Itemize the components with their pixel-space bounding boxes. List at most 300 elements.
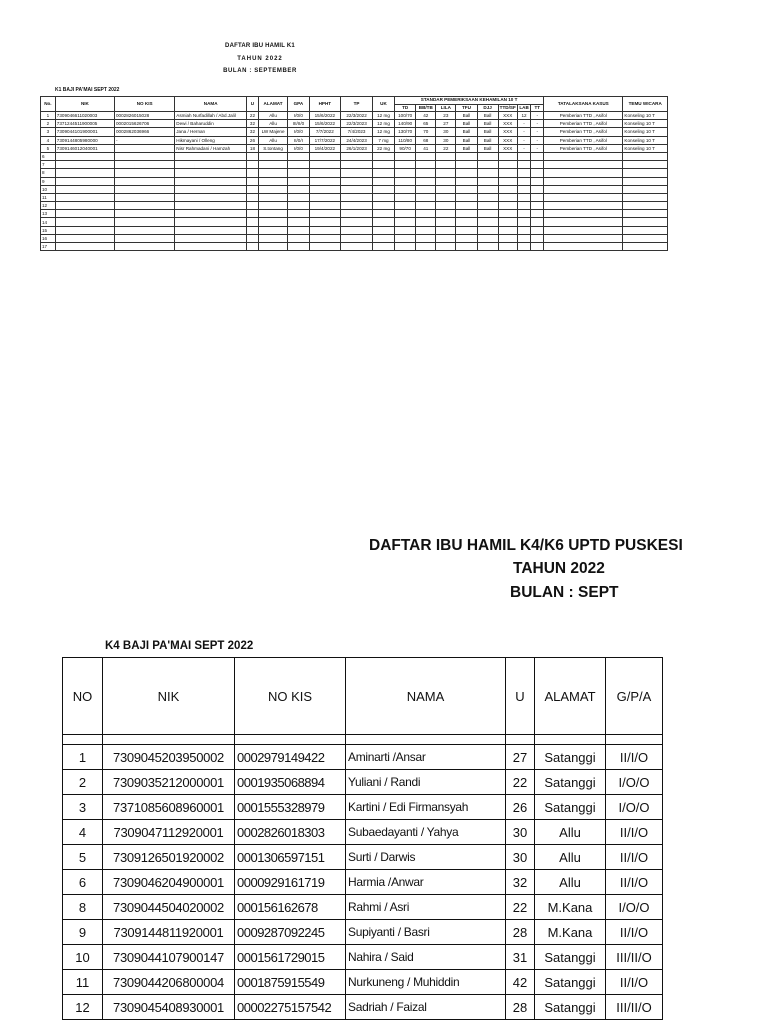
k1-cell-empty [258, 185, 288, 193]
k1-cell-empty [531, 193, 544, 201]
k1-cell-uk: 22 mg [372, 144, 394, 152]
k1-cell-empty [477, 243, 498, 251]
k1-cell-uk: 12 mg [372, 120, 394, 128]
k1-cell-empty [456, 177, 477, 185]
k1-cell-empty [175, 218, 247, 226]
k1-cell-empty [55, 161, 114, 169]
k1-cell-empty [372, 193, 394, 201]
k1-cell-empty [436, 243, 456, 251]
k1-cell-temu: Konseling 10 T [623, 112, 668, 120]
k1-cell-empty [288, 193, 309, 201]
k1-cell-empty [247, 226, 259, 234]
k1-year: TAHUN 2022 [237, 56, 283, 62]
k1-cell-empty [623, 243, 668, 251]
k1-cell-u: 18 [247, 144, 259, 152]
k1-cell-empty [309, 169, 341, 177]
k1-cell-tfu: Ball [456, 120, 477, 128]
k4-cell-nik: 7309047112920001 [103, 820, 235, 845]
k1-cell-dji: Ball [477, 112, 498, 120]
k1-cell-empty [175, 234, 247, 242]
k1-cell-no: 17 [41, 243, 56, 251]
k4-cell-nik: 7309044206800004 [103, 970, 235, 995]
k4-cell-empty [63, 735, 103, 745]
k1-cell-no: 1 [41, 112, 56, 120]
k1-cell-empty [258, 234, 288, 242]
k1-table-row [41, 185, 668, 193]
k1-cell-empty [258, 226, 288, 234]
k1-cell-empty [416, 177, 436, 185]
k4-table-row [63, 845, 663, 870]
k1-header-tatalaksana: TATALAKSANA KASUS [544, 97, 623, 112]
k4-table-row [63, 870, 663, 895]
k4-cell-nama: Harmia /Anwar [346, 870, 506, 895]
k1-cell-empty [416, 161, 436, 169]
k1-cell-empty [623, 177, 668, 185]
k1-table-row [41, 202, 668, 210]
k4-cell-empty [103, 735, 235, 745]
k1-cell-ttd: XXX [498, 144, 517, 152]
k4-cell-u: 42 [506, 970, 535, 995]
k1-cell-empty [477, 177, 498, 185]
k1-header-hpht: HPHT [309, 97, 341, 112]
k1-cell-empty [477, 169, 498, 177]
k4-cell-alamat: Satanggi [535, 745, 606, 770]
k1-cell-nama: Dewi / Baharuddin [175, 120, 247, 128]
k1-cell-empty [247, 193, 259, 201]
k1-cell-empty [115, 226, 175, 234]
k4-cell-kis: 0000929161719 [235, 870, 346, 895]
k4-cell-kis: 0009287092245 [235, 920, 346, 945]
k1-cell-empty [544, 193, 623, 201]
k1-header-lila: LILA [436, 104, 456, 112]
k4-cell-alamat: Satanggi [535, 970, 606, 995]
k4-cell-nama: Aminarti /Ansar [346, 745, 506, 770]
k4-cell-gpa: I/O/O [606, 770, 663, 795]
k1-table-row [41, 152, 668, 160]
k4-header-u: U [506, 658, 535, 735]
k1-cell-empty [531, 226, 544, 234]
k4-cell-gpa: I/O/O [606, 895, 663, 920]
k1-cell-empty [55, 169, 114, 177]
k4-cell-nama: Kartini / Edi Firmansyah [346, 795, 506, 820]
k1-cell-empty [544, 202, 623, 210]
k1-cell-nik: 7309144805980000 [55, 136, 114, 144]
k1-cell-empty [623, 193, 668, 201]
k1-cell-no: 10 [41, 185, 56, 193]
k1-cell-empty [544, 234, 623, 242]
k1-cell-empty [498, 185, 517, 193]
k4-cell-no: 2 [63, 770, 103, 795]
k1-table-row [41, 120, 668, 128]
k1-cell-empty [247, 243, 259, 251]
k4-table-row [63, 895, 663, 920]
k1-cell-empty [416, 185, 436, 193]
k1-cell-empty [341, 185, 373, 193]
k1-cell-empty [498, 193, 517, 201]
k4-cell-nama: Surti / Darwis [346, 845, 506, 870]
k1-cell-empty [456, 161, 477, 169]
k1-cell-tata: Pemberian TTD , Asifol [544, 128, 623, 136]
k4-cell-kis: 0002826018303 [235, 820, 346, 845]
k1-cell-empty [456, 193, 477, 201]
k1-cell-empty [115, 243, 175, 251]
k1-cell-empty [544, 226, 623, 234]
k1-cell-empty [517, 243, 531, 251]
k1-cell-empty [395, 193, 416, 201]
k1-cell-empty [258, 177, 288, 185]
k1-cell-bb: 65 [416, 120, 436, 128]
k1-cell-empty [175, 152, 247, 160]
k1-cell-empty [436, 202, 456, 210]
k1-cell-bb: 41 [416, 144, 436, 152]
k1-cell-empty [341, 210, 373, 218]
k1-cell-empty [309, 226, 341, 234]
k1-table-row [41, 243, 668, 251]
k1-header-alamat: ALAMAT [258, 97, 288, 112]
k4-table-row [63, 995, 663, 1020]
k4-cell-nik: 7309126501920002 [103, 845, 235, 870]
k1-cell-lab: - [517, 144, 531, 152]
k4-cell-gpa: II/I/O [606, 845, 663, 870]
k1-cell-temu: Konseling 10 T [623, 136, 668, 144]
k1-cell-empty [247, 169, 259, 177]
k1-cell-empty [498, 226, 517, 234]
k1-table-row [41, 234, 668, 242]
k1-cell-lila: 23 [436, 112, 456, 120]
k4-cell-nik: 7309044107900147 [103, 945, 235, 970]
k1-cell-empty [517, 202, 531, 210]
k1-cell-gpa: I/0/0 [288, 144, 309, 152]
k1-cell-empty [395, 226, 416, 234]
k1-header-djj: DJJ [477, 104, 498, 112]
k1-cell-empty [288, 185, 309, 193]
k4-cell-no: 6 [63, 870, 103, 895]
k1-cell-empty [288, 152, 309, 160]
k1-cell-no: 4 [41, 136, 56, 144]
k1-cell-empty [288, 243, 309, 251]
k4-cell-nik: 7309045408930001 [103, 995, 235, 1020]
k4-cell-nama: Supiyanti / Basri [346, 920, 506, 945]
k1-cell-empty [623, 169, 668, 177]
k1-cell-empty [395, 243, 416, 251]
k1-cell-empty [258, 161, 288, 169]
k1-cell-empty [477, 185, 498, 193]
k1-cell-empty [623, 185, 668, 193]
k1-cell-tt: - [531, 128, 544, 136]
k4-cell-nama: Rahmi / Asri [346, 895, 506, 920]
k4-cell-kis: 0001875915549 [235, 970, 346, 995]
k4-cell-gpa: II/I/O [606, 920, 663, 945]
k1-table-row [41, 128, 668, 136]
k1-cell-empty [531, 218, 544, 226]
k1-cell-no: 11 [41, 193, 56, 201]
k1-cell-empty [456, 226, 477, 234]
k1-cell-empty [436, 193, 456, 201]
k1-cell-empty [436, 218, 456, 226]
k1-cell-empty [395, 177, 416, 185]
k1-cell-dji: Ball [477, 120, 498, 128]
k4-cell-nama: Sadriah / Faizal [346, 995, 506, 1020]
k1-cell-empty [544, 152, 623, 160]
k1-cell-empty [544, 161, 623, 169]
k1-cell-empty [517, 169, 531, 177]
k4-cell-nik: 7309046204900001 [103, 870, 235, 895]
k1-cell-empty [115, 177, 175, 185]
k4-table-row [63, 970, 663, 995]
k4-cell-empty [606, 735, 663, 745]
k1-header-ttdsf: TTD/SF [499, 104, 516, 110]
k1-cell-lila: 27 [436, 120, 456, 128]
k4-cell-nik: 7309035212000001 [103, 770, 235, 795]
k1-cell-lab: - [517, 136, 531, 144]
k4-cell-nik: 7371085608960001 [103, 795, 235, 820]
k4-cell-nik: 7309045203950002 [103, 745, 235, 770]
k1-month: BULAN : SEPTEMBER [223, 68, 297, 74]
k1-cell-empty [372, 185, 394, 193]
k4-cell-u: 22 [506, 895, 535, 920]
k1-cell-empty [341, 193, 373, 201]
k4-cell-alamat: Allu [535, 870, 606, 895]
k1-cell-empty [247, 177, 259, 185]
k1-cell-tp: 7/4/2023 [341, 128, 373, 136]
k1-cell-lab: - [517, 128, 531, 136]
k1-cell-empty [498, 169, 517, 177]
k4-cell-alamat: Allu [535, 845, 606, 870]
k1-header-no-kis: NO KIS [115, 97, 175, 112]
k1-header-no: No. [41, 97, 56, 112]
k1-cell-empty [309, 152, 341, 160]
k1-cell-empty [247, 234, 259, 242]
k1-cell-tp: 22/3/2023 [341, 120, 373, 128]
k4-table-row [63, 945, 663, 970]
k1-cell-empty [55, 193, 114, 201]
k4-cell-alamat: Allu [535, 820, 606, 845]
k1-table-row [41, 169, 668, 177]
k1-cell-empty [477, 202, 498, 210]
k4-header-no: NO [63, 658, 103, 735]
k4-table-row [63, 795, 663, 820]
k1-cell-empty [544, 185, 623, 193]
k1-cell-tata: Pemberian TTD , Asifol [544, 144, 623, 152]
k4-cell-no: 11 [63, 970, 103, 995]
k1-cell-empty [517, 218, 531, 226]
k4-cell-kis: 0001935068894 [235, 770, 346, 795]
k4-cell-u: 27 [506, 745, 535, 770]
k1-cell-empty [175, 193, 247, 201]
k1-cell-empty [498, 161, 517, 169]
k1-cell-td: 130/70 [395, 128, 416, 136]
k4-cell-nama: Subaedayanti / Yahya [346, 820, 506, 845]
k4-year: TAHUN 2022 [513, 560, 605, 577]
k1-cell-u: 22 [247, 112, 259, 120]
k1-cell-empty [341, 152, 373, 160]
k1-cell-empty [55, 243, 114, 251]
k1-cell-empty [531, 202, 544, 210]
k1-cell-empty [531, 210, 544, 218]
k4-cell-alamat: M.Kana [535, 920, 606, 945]
k1-cell-empty [517, 210, 531, 218]
k4-cell-nama: Yuliani / Randi [346, 770, 506, 795]
k1-cell-empty [288, 161, 309, 169]
k1-cell-empty [55, 234, 114, 242]
k1-cell-empty [436, 152, 456, 160]
k1-cell-empty [288, 226, 309, 234]
k4-table-row [63, 820, 663, 845]
k1-cell-tt: - [531, 112, 544, 120]
k1-cell-empty [456, 202, 477, 210]
k4-cell-kis: 0002979149422 [235, 745, 346, 770]
k4-cell-gpa: II/I/O [606, 970, 663, 995]
k1-cell-empty [55, 177, 114, 185]
k1-cell-empty [395, 218, 416, 226]
k4-cell-alamat: Satanggi [535, 795, 606, 820]
k1-cell-empty [258, 193, 288, 201]
k1-cell-no: 6 [41, 152, 56, 160]
k4-caption: K4 BAJI PA'MAI SEPT 2022 [105, 640, 254, 652]
k1-cell-bb: 68 [416, 136, 436, 144]
k1-cell-kis: 0002015626706 [115, 120, 175, 128]
k1-cell-kis: - [115, 136, 175, 144]
k1-cell-empty [531, 185, 544, 193]
k1-cell-empty [436, 169, 456, 177]
k1-cell-empty [115, 169, 175, 177]
k1-cell-empty [115, 193, 175, 201]
k1-table-row [41, 136, 668, 144]
k1-cell-empty [436, 234, 456, 242]
k1-cell-dji: Ball [477, 144, 498, 152]
k4-header-alamat: ALAMAT [535, 658, 606, 735]
k4-cell-u: 30 [506, 820, 535, 845]
k1-cell-empty [115, 234, 175, 242]
k4-cell-u: 30 [506, 845, 535, 870]
k1-cell-empty [309, 193, 341, 201]
k1-cell-empty [288, 169, 309, 177]
k1-cell-empty [477, 193, 498, 201]
k1-cell-empty [517, 177, 531, 185]
k1-cell-no: 7 [41, 161, 56, 169]
k1-cell-empty [436, 185, 456, 193]
k1-cell-empty [341, 234, 373, 242]
k1-cell-empty [55, 152, 114, 160]
k1-header-uk: UK [372, 97, 394, 112]
k1-cell-kis [115, 144, 175, 152]
k1-cell-empty [247, 185, 259, 193]
k1-cell-nik: 7309046611020003 [55, 112, 114, 120]
k1-cell-empty [395, 185, 416, 193]
k1-cell-empty [372, 161, 394, 169]
k1-cell-empty [55, 226, 114, 234]
k4-cell-gpa: II/I/O [606, 745, 663, 770]
k4-header-no-kis: NO KIS [235, 658, 346, 735]
k1-cell-ttd: XXX [498, 136, 517, 144]
k4-cell-kis: 000156162678 [235, 895, 346, 920]
k1-cell-empty [517, 185, 531, 193]
k1-cell-gpa: II/0/I [288, 136, 309, 144]
k1-cell-temu: Konseling 10 T [623, 128, 668, 136]
k1-cell-empty [115, 210, 175, 218]
k1-cell-empty [416, 202, 436, 210]
k1-cell-gpa: III/II/0 [288, 120, 309, 128]
k1-cell-empty [456, 185, 477, 193]
k1-cell-empty [623, 161, 668, 169]
k1-cell-ttd: XXX [498, 120, 517, 128]
k1-cell-empty [247, 218, 259, 226]
k1-cell-empty [372, 202, 394, 210]
k1-cell-empty [456, 210, 477, 218]
k4-cell-gpa: II/I/O [606, 870, 663, 895]
k4-cell-alamat: M.Kana [535, 895, 606, 920]
k4-cell-u: 31 [506, 945, 535, 970]
k1-table-row [41, 218, 668, 226]
k1-cell-u: 26 [247, 136, 259, 144]
k1-cell-empty [372, 177, 394, 185]
k1-cell-temu: Konseling 10 T [623, 120, 668, 128]
k4-cell-nama: Nurkuneng / Muhiddin [346, 970, 506, 995]
k1-cell-empty [477, 210, 498, 218]
k4-cell-empty [506, 735, 535, 745]
k1-cell-tata: Pemberian TTD , Asifol [544, 136, 623, 144]
k1-cell-no: 8 [41, 169, 56, 177]
k1-cell-empty [477, 234, 498, 242]
k1-cell-empty [258, 243, 288, 251]
k1-cell-empty [372, 169, 394, 177]
k1-cell-empty [416, 152, 436, 160]
k1-cell-empty [372, 210, 394, 218]
k1-cell-empty [531, 243, 544, 251]
k4-cell-alamat: Satanggi [535, 995, 606, 1020]
k4-cell-u: 32 [506, 870, 535, 895]
k4-cell-kis: 00002275157542 [235, 995, 346, 1020]
k4-cell-no: 12 [63, 995, 103, 1020]
k1-cell-nama: Hikmayani / Olleng [175, 136, 247, 144]
k1-cell-empty [395, 152, 416, 160]
k1-cell-empty [436, 226, 456, 234]
k1-cell-uk: 12 mg [372, 128, 394, 136]
k1-cell-empty [341, 202, 373, 210]
k1-cell-empty [175, 202, 247, 210]
k4-table-row [63, 745, 663, 770]
k1-cell-empty [477, 226, 498, 234]
k1-cell-alamat: Allu [258, 136, 288, 144]
k1-cell-empty [258, 152, 288, 160]
k1-cell-td: 100/70 [395, 112, 416, 120]
k1-cell-empty [341, 177, 373, 185]
k1-cell-ttd: XXX [498, 112, 517, 120]
k1-cell-empty [456, 152, 477, 160]
k1-cell-empty [372, 152, 394, 160]
k4-cell-empty [535, 735, 606, 745]
k1-cell-empty [258, 218, 288, 226]
k1-cell-alamat: Allu [258, 120, 288, 128]
k1-header-u: U [247, 97, 259, 112]
k1-cell-lab: - [517, 120, 531, 128]
k4-table [62, 657, 663, 1020]
k1-cell-tt: - [531, 136, 544, 144]
k1-cell-empty [115, 161, 175, 169]
k4-cell-no: 9 [63, 920, 103, 945]
k1-cell-no: 5 [41, 144, 56, 152]
k1-table [40, 96, 668, 251]
k1-cell-empty [416, 218, 436, 226]
k1-cell-empty [309, 161, 341, 169]
k1-cell-empty [517, 234, 531, 242]
k1-cell-tfu: Ball [456, 136, 477, 144]
k1-cell-empty [436, 177, 456, 185]
k1-cell-empty [341, 169, 373, 177]
k1-cell-empty [477, 218, 498, 226]
k1-cell-empty [544, 169, 623, 177]
k1-cell-tata: Pemberian TTD , Asifol [544, 112, 623, 120]
